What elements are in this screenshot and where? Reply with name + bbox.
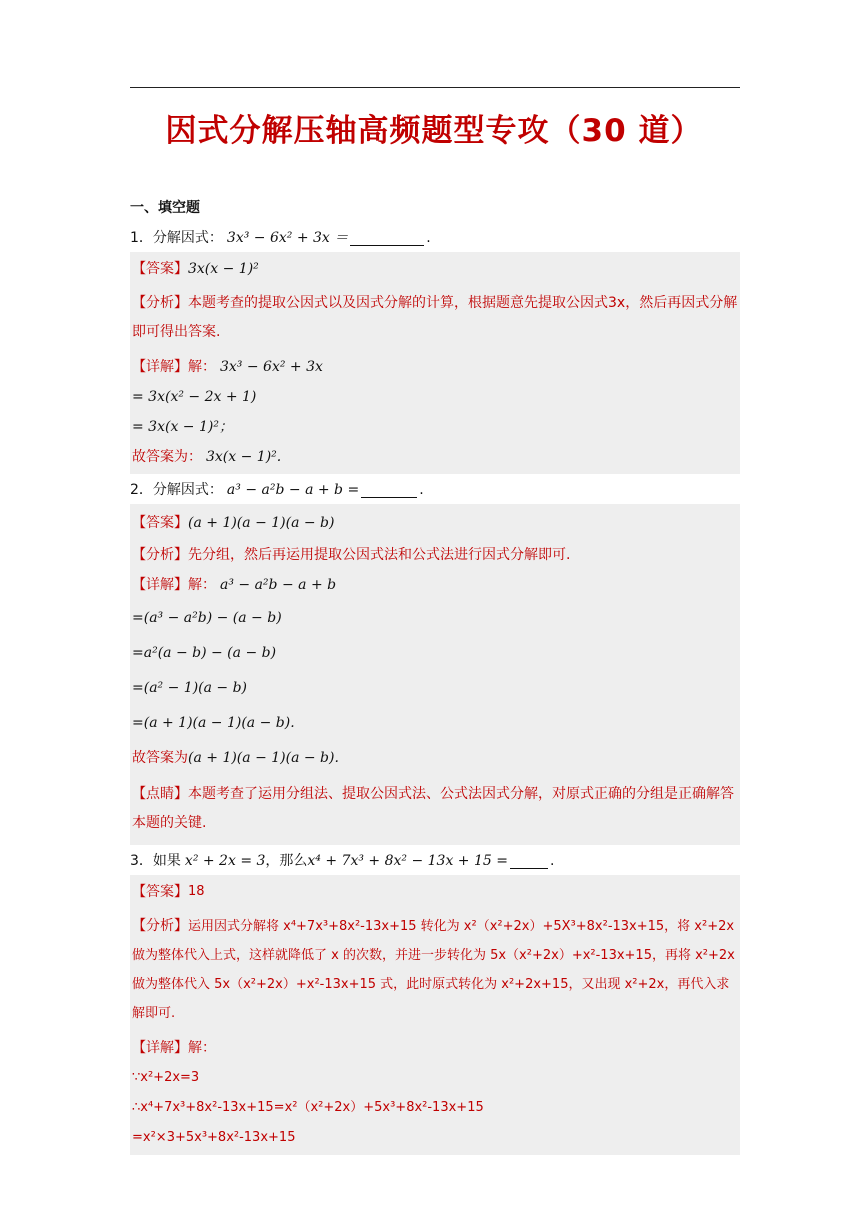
q1-solution-box [130, 252, 740, 474]
q2-comment-text: 本题考查了运用分组法、提取公因式法、公式法因式分解，对原式正确的分组是正确解答本题的关键. [132, 786, 734, 831]
q1-prefix: 1．分解因式： [130, 230, 223, 246]
analysis-tag: 【分析】 [132, 918, 188, 934]
q3-step-line-1 [132, 1093, 740, 1123]
question-2 [130, 476, 740, 504]
q1-answer-value: 3x(x − 1)² [188, 261, 259, 277]
q3-analysis-text: 运用因式分解将 x⁴+7x³+8x²-13x+15 转化为 x²（x²+2x）+5X³+8x²-13x+15，将 x²+2x 做为整体代入上式，这样就降低了 x 的次数，并进一步转化为 5x（x²+2x）+x²-13x+15，再将 x²+2x 做为整体代入 5x（x²+2x）+x²-13x+15 式，此时原式转化为 x²+2x+15，又出现 x²+2x，再代入求解即可. [132, 919, 735, 1021]
q2-final-prefix: 故答案为 [132, 749, 188, 766]
q1-analysis [132, 284, 740, 352]
q2-comment [132, 775, 740, 843]
q2-step-2: =(a² − 1)(a − b) [132, 679, 248, 696]
q1-detail-prefix: 解： [188, 359, 216, 375]
q1-detail [132, 352, 740, 382]
question-3 [130, 847, 740, 875]
detail-tag: 【详解】 [132, 1040, 188, 1056]
q2-final [132, 740, 740, 775]
q1-analysis-text: 本题考查的提取公因式以及因式分解的计算，根据题意先提取公因式3x，然后再因式分解即可得出答案. [132, 295, 738, 340]
q3-step-line-0 [132, 1063, 740, 1093]
answer-tag: 【答案】 [132, 515, 188, 531]
q1-final-prefix: 故答案为： [132, 449, 202, 465]
q3-detail-prefix: 解： [188, 1040, 216, 1056]
q2-expression: a³ − a²b − a + b = [226, 482, 360, 498]
section-heading: 一、填空题 [130, 200, 200, 216]
q2-detail-prefix: 解： [188, 577, 216, 593]
page-title: 因式分解压轴高频题型专攻（30 道） [165, 113, 703, 149]
q1-step-line-2 [132, 412, 740, 442]
q3-step-2: =x²×3+5x³+8x²-13x+15 [132, 1130, 296, 1145]
q2-solution-box [130, 504, 740, 845]
detail-tag: 【详解】 [132, 359, 188, 375]
q3-mid: ，那么 [265, 853, 308, 869]
q3-answer-value: 18 [188, 884, 205, 899]
q3-solution-box [130, 875, 740, 1155]
q1-step-1: = 3x(x² − 2x + 1) [132, 389, 257, 405]
q2-prefix: 2．分解因式： [130, 482, 223, 498]
q3-prefix: 3．如果 [130, 853, 181, 869]
q3-expression: x⁴ + 7x³ + 8x² − 13x + 15 = [307, 853, 508, 869]
q2-blank [361, 483, 417, 498]
q1-final [132, 442, 740, 472]
q2-analysis-text: 先分组，然后再运用提取公因式法和公式法进行因式分解即可. [188, 547, 571, 563]
q1-answer [132, 254, 740, 284]
question-1 [130, 224, 740, 252]
q2-suffix: . [419, 482, 424, 498]
answer-tag: 【答案】 [132, 261, 188, 277]
q2-step-line-0 [132, 600, 740, 635]
q1-expression: 3x³ − 6x² + 3x ＝ [226, 230, 349, 246]
q1-step-2: = 3x(x − 1)²； [132, 419, 233, 435]
q2-step-line-2 [132, 670, 740, 705]
comment-tag: 【点睛】 [132, 786, 188, 802]
content [130, 196, 740, 1157]
q3-step-0: ∵x²+2x=3 [132, 1070, 200, 1085]
analysis-tag: 【分析】 [132, 295, 188, 311]
q2-analysis [132, 540, 740, 570]
q1-suffix: . [426, 230, 431, 246]
q2-step-first: a³ − a²b − a + b [220, 577, 337, 593]
q1-step-line-1 [132, 382, 740, 412]
q1-blank [350, 231, 424, 246]
detail-tag: 【详解】 [132, 577, 188, 593]
q2-detail [132, 570, 740, 600]
q2-step-3: =(a + 1)(a − 1)(a − b). [132, 714, 295, 731]
q3-step-line-2 [132, 1123, 740, 1153]
q3-answer [132, 877, 740, 907]
q3-suffix: . [549, 853, 555, 869]
q3-condition: x² + 2x = 3 [184, 853, 266, 869]
analysis-tag: 【分析】 [132, 547, 188, 563]
q2-step-line-1 [132, 635, 740, 670]
q2-step-0: =(a³ − a²b) − (a − b) [132, 609, 282, 626]
q2-step-line-3 [132, 705, 740, 740]
q2-answer-value: (a + 1)(a − 1)(a − b) [188, 515, 335, 531]
q2-answer [132, 506, 740, 540]
header-rule [130, 87, 740, 88]
q1-step-0: 3x³ − 6x² + 3x [220, 359, 323, 375]
q2-step-1: =a²(a − b) − (a − b) [132, 644, 277, 661]
q3-blank [510, 854, 548, 869]
q2-final-value: (a + 1)(a − 1)(a − b). [188, 749, 339, 766]
q3-analysis [132, 907, 740, 1033]
q3-step-1: ∴x⁴+7x³+8x²-13x+15=x²（x²+2x）+5x³+8x²-13x+15 [132, 1100, 484, 1115]
q3-detail [132, 1033, 740, 1063]
q1-final-value: 3x(x − 1)². [206, 449, 282, 465]
answer-tag: 【答案】 [132, 884, 188, 900]
